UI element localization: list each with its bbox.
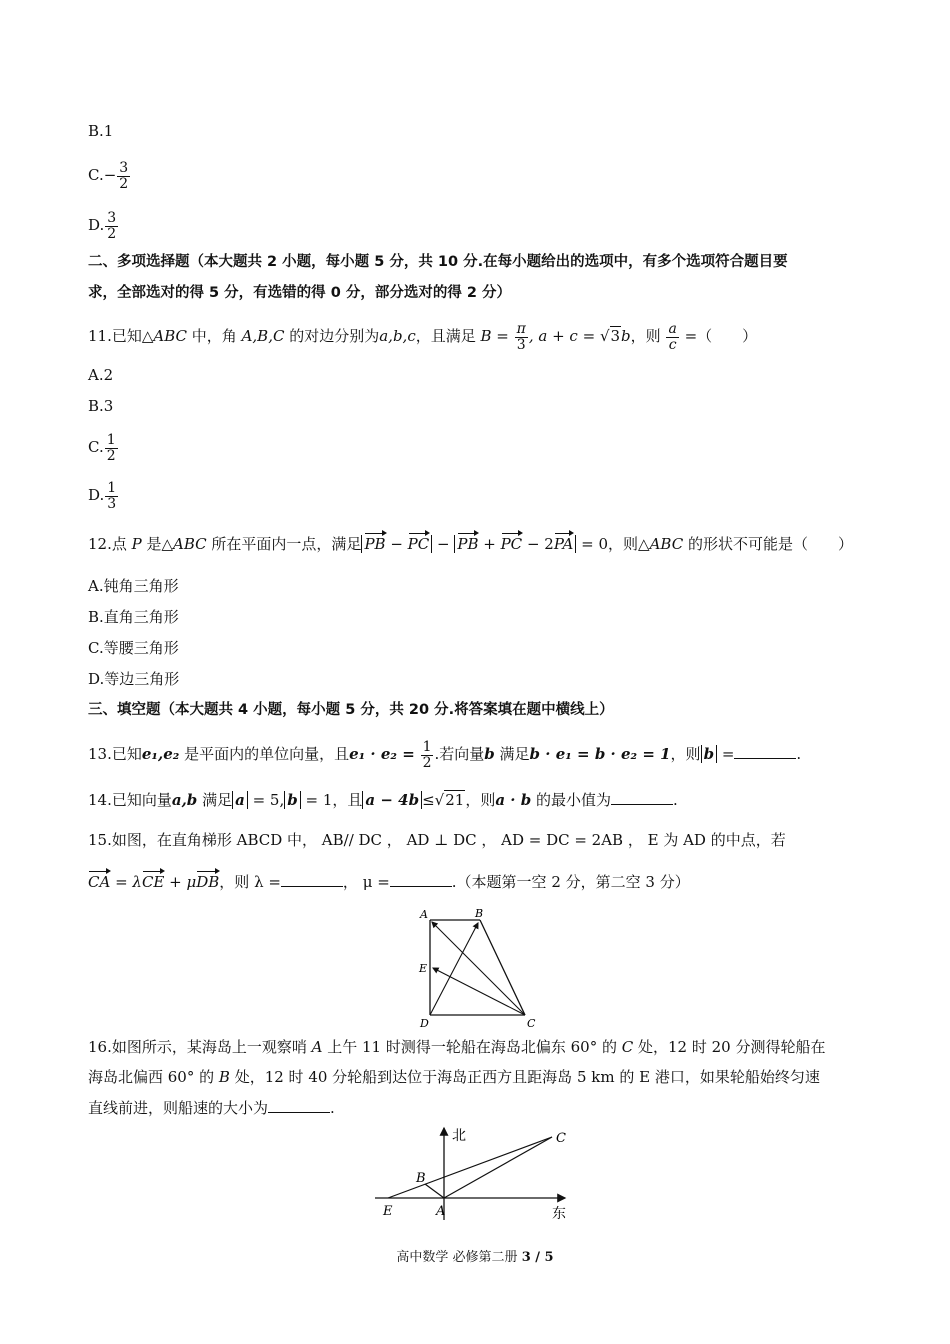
- label-b: B: [416, 1171, 426, 1186]
- fraction: $\frac{1}{3}$: [107, 480, 117, 512]
- edge-bc: [480, 920, 525, 1015]
- section2-header-line2: 求，全部选对的得 5 分，有选错的得 0 分，部分选对的得 2 分）: [88, 285, 512, 301]
- label-c: C: [556, 1131, 566, 1146]
- section2-header-line1: 二、多项选择题（本大题共 2 小题，每小题 5 分，共 10 分.在每小题给出的选项中，有多个选项符合题目要: [88, 254, 788, 270]
- vector-ce: [433, 968, 525, 1015]
- q16-stem-line3: 直线前进，则船速的大小为 .: [88, 1099, 335, 1117]
- label-e: E: [419, 962, 428, 975]
- q16-stem-line1: 16.如图所示，某海岛上一观察哨 A 上午 11 时测得一轮船在海岛北偏东 60° 的 C 处，12 时 20 分测得轮船在: [88, 1038, 826, 1056]
- q11-stem: 11.已知△ABC 中，角 A,B,C 的对边分别为a,b,c，且满足 B = $\frac{\pi}{3}$ , a + c = √3b，则 $\frac{a}{c}$ =（ ）: [88, 321, 758, 353]
- q15-stem-line2: CA = λCE + μDB，则 λ = ， μ = .（本题第一空 2 分，第二空 3 分）: [88, 873, 690, 891]
- answer-blank[interactable]: [611, 790, 673, 805]
- fraction-a-over-c: $\frac{a}{c}$: [668, 321, 677, 353]
- vector-db: [430, 923, 478, 1015]
- label-east: 东: [552, 1206, 566, 1222]
- q12-option-d: D.等边三角形: [88, 670, 180, 688]
- fraction-pi-over-3: $\frac{\pi}{3}$: [516, 321, 526, 353]
- q13-stem: 13.已知e₁,e₂ 是平面内的单位向量，且e₁ · e₂ = $\frac{1}{2}$ .若向量b 满足b · e₁ = b · e₂ = 1，则 b = .: [88, 739, 802, 771]
- fraction: $\frac{1}{2}$: [106, 432, 116, 464]
- q16-bearing-figure: [370, 1120, 590, 1225]
- label-e: E: [383, 1204, 393, 1219]
- q12-stem: 12.点 P 是△ABC 所在平面内一点，满足 PB − PC − PB + PC − 2PA = 0，则△ABC 的形状不可能是（ ）: [88, 535, 853, 553]
- q15-trapezoid-figure: [415, 905, 550, 1030]
- q15-stem-line1: 15.如图，在直角梯形 ABCD 中， AB// DC ， AD ⊥ DC ， AD = DC = 2AB ， E 为 AD 的中点，若: [88, 831, 786, 849]
- label-a: A: [436, 1204, 446, 1219]
- answer-blank-lambda[interactable]: [281, 872, 343, 887]
- section3-header: 三、填空题（本大题共 4 小题，每小题 5 分，共 20 分.将答案填在题中横线上）: [88, 702, 614, 718]
- line-ac: [444, 1137, 552, 1198]
- q11-option-a: A.2: [88, 366, 114, 384]
- label-d: D: [420, 1017, 429, 1030]
- q11-option-d: D. $\frac{1}{3}$: [88, 480, 117, 512]
- q12-option-c: C.等腰三角形: [88, 639, 179, 657]
- fraction: $\frac{3}{2}$: [119, 160, 129, 192]
- label-a: A: [420, 908, 428, 921]
- page-footer: 高中数学 必修第二册 3 / 5: [396, 1250, 554, 1265]
- label-b: B: [475, 907, 484, 920]
- q11-option-b: B.3: [88, 397, 114, 415]
- q14-stem: 14.已知向量a,b 满足 a = 5, b = 1，且 a − 4b ≤√21，则a · b 的最小值为 .: [88, 791, 678, 809]
- q11-option-c: C. $\frac{1}{2}$: [88, 432, 116, 464]
- answer-blank[interactable]: [734, 744, 796, 759]
- q12-option-a: A.钝角三角形: [88, 577, 179, 595]
- answer-blank-mu[interactable]: [390, 872, 452, 887]
- page-number: 3 / 5: [521, 1250, 554, 1265]
- q12-option-b: B.直角三角形: [88, 608, 179, 626]
- q10-option-c: C.− $\frac{3}{2}$: [88, 160, 129, 192]
- label-north: 北: [452, 1128, 466, 1144]
- line-ab: [425, 1184, 444, 1198]
- q16-stem-line2: 海岛北偏西 60° 的 B 处，12 时 40 分轮船到达位于海岛正西方且距海岛 5 km 的 E 港口，如果轮船始终匀速: [88, 1068, 820, 1086]
- q10-option-b: B.1: [88, 122, 114, 140]
- q10-option-d: D. $\frac{3}{2}$: [88, 210, 117, 242]
- label-c: C: [527, 1017, 536, 1030]
- fraction: $\frac{3}{2}$: [107, 210, 117, 242]
- vector-ca: [432, 922, 525, 1015]
- fraction-one-half: $\frac{1}{2}$: [422, 739, 432, 771]
- ship-path-ec: [388, 1137, 552, 1198]
- answer-blank[interactable]: [268, 1098, 330, 1113]
